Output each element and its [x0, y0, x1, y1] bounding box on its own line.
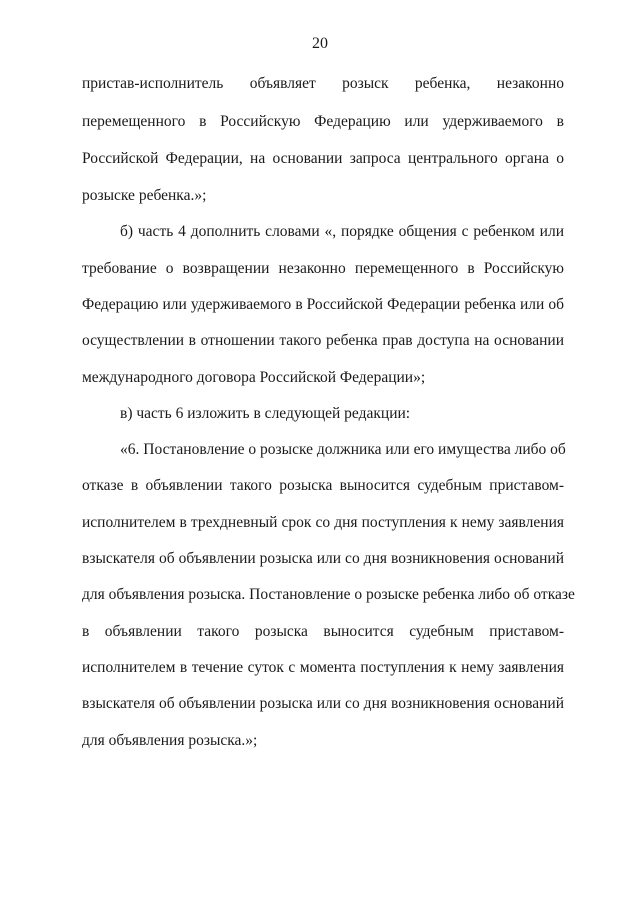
text-line: для объявления розыска.»; [82, 732, 258, 749]
text-line: Федерацию или удерживаемого в Российской Федерации ребенка или об [82, 296, 564, 313]
text-line: отказе в объявлении такого розыска выносится судебным приставом- [82, 477, 564, 494]
text-line: международного договора Российской Федерации»; [82, 369, 426, 386]
text-line: перемещенного в Российскую Федерацию или удерживаемого в [82, 113, 564, 130]
text-line: для объявления розыска. Постановление о розыске ребенка либо об отказе [82, 586, 575, 603]
text-line: Российской Федерации, на основании запроса центрального органа о [82, 150, 564, 167]
text-line: в объявлении такого розыска выносится судебным приставом- [82, 623, 564, 640]
text-line: розыске ребенка.»; [82, 187, 207, 204]
text-line: требование о возвращении незаконно перемещенного в Российскую [82, 260, 564, 277]
text-line: взыскателя об объявлении розыска или со дня возникновения оснований [82, 550, 564, 567]
text-line: исполнителем в течение суток с момента поступления к нему заявления [82, 659, 564, 676]
text-line: исполнителем в трехдневный срок со дня поступления к нему заявления [82, 514, 564, 531]
text-line: взыскателя об объявлении розыска или со дня возникновения оснований [82, 695, 564, 712]
text-line: «6. Постановление о розыске должника или его имущества либо об [120, 441, 566, 458]
text-line: в) часть 6 изложить в следующей редакции: [120, 405, 411, 422]
page-number: 20 [312, 35, 328, 52]
text-line: осуществлении в отношении такого ребенка прав доступа на основании [82, 332, 564, 349]
text-line: б) часть 4 дополнить словами «, порядке общения с ребенком или [120, 223, 564, 240]
text-line: пристав-исполнитель объявляет розыск ребенка, незаконно [82, 75, 564, 92]
